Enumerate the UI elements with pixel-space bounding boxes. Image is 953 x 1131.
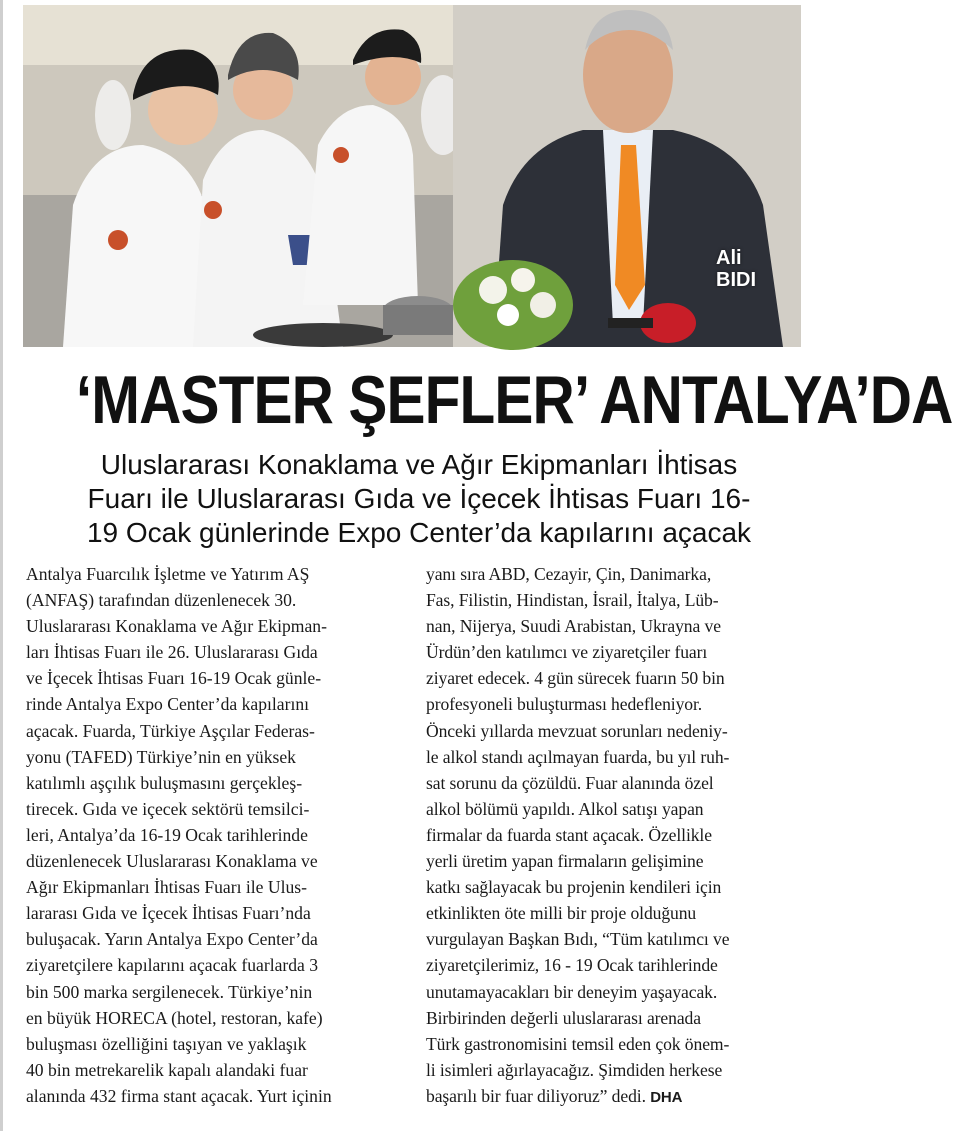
body-line: en büyük HORECA (hotel, restoran, kafe) — [26, 1007, 323, 1028]
agency-credit: DHA — [650, 1088, 683, 1106]
body-line: açacak. Fuarda, Türkiye Aşçılar Federas- — [26, 720, 315, 741]
body-line: lararası Gıda ve İçecek İhtisas Fuarı’nda — [26, 903, 311, 924]
body-line: unutamayacakları bir deneyim yaşayacak. — [426, 981, 718, 1002]
photo-caption — [716, 247, 756, 291]
body-line: yanı sıra ABD, Cezayir, Çin, Danimarka, — [426, 564, 712, 584]
body-line: katılımlı aşçılık buluşmasını gerçekleş- — [26, 772, 303, 793]
article-column-right — [426, 561, 806, 1111]
page-edge-rule — [0, 0, 3, 1131]
body-line: Türk gastronomisini temsil eden çok önem- — [426, 1033, 730, 1054]
body-line: yonu (TAFED) Türkiye’nin en yüksek — [26, 746, 296, 767]
body-line: firmalar da fuarda stant açacak. Özellikle — [426, 824, 712, 845]
body-line: ve İçecek İhtisas Fuarı 16-19 Ocak günle- — [26, 668, 322, 689]
body-line: Ağır Ekipmanları İhtisas Fuarı ile Ulus- — [26, 877, 307, 898]
body-line: Fas, Filistin, Hindistan, İsrail, İtalya, Lüb- — [426, 590, 719, 611]
subhead-line: Fuarı ile Uluslararası Gıda ve İçecek İhtisas Fuarı 16- — [87, 483, 751, 514]
body-line: başarılı bir fuar diliyoruz” dedi. — [426, 1085, 646, 1106]
body-line: profesyoneli buluşturması hedefleniyor. — [426, 694, 703, 715]
body-line: Antalya Fuarcılık İşletme ve Yatırım AŞ — [26, 564, 310, 584]
body-line-final — [426, 1083, 806, 1111]
body-line: ziyaretçilerimiz, 16 - 19 Ocak tarihlerinde — [426, 955, 718, 976]
body-line: katkı sağlayacak bu projenin kendileri için — [426, 877, 722, 898]
article-column-left — [26, 561, 406, 1109]
body-line: alanında 432 firma stant açacak. Yurt içinin — [26, 1085, 332, 1106]
subhead-line: 19 Ocak günlerinde Expo Center’da kapılarını açacak — [86, 517, 752, 548]
body-line: buluşacak. Yarın Antalya Expo Center’da — [26, 929, 318, 950]
photo-illustration — [23, 5, 801, 347]
body-line: ziyaretçilere kapılarını açacak fuarlarda 3 — [26, 955, 319, 976]
body-line: li isimleri ağırlayacağız. Şimdiden herkese — [426, 1059, 723, 1080]
body-line: bin 500 marka sergilenecek. Türkiye’nin — [26, 981, 313, 1002]
body-line: ziyaret edecek. 4 gün sürecek fuarın 50 bin — [426, 668, 725, 689]
body-line: alkol bölümü yapıldı. Alkol satışı yapan — [426, 798, 704, 819]
body-line: nan, Nijerya, Suudi Arabistan, Ukrayna ve — [426, 616, 721, 637]
body-line: tirecek. Gıda ve içecek sektörü temsilci- — [26, 798, 310, 819]
subheadline — [20, 448, 818, 550]
body-line: leri, Antalya’da 16-19 Ocak tarihlerinde — [26, 824, 308, 845]
body-line: 40 bin metrekarelik kapalı alandaki fuar — [26, 1059, 308, 1080]
body-line: sat sorunu da çözüldü. Fuar alanında özel — [426, 772, 714, 793]
subhead-line: Uluslararası Konaklama ve Ağır Ekipmanları İhtisas — [100, 449, 738, 480]
caption-last-name: BIDI — [716, 269, 756, 291]
caption-first-name: Ali — [716, 247, 742, 269]
body-line: le alkol standı açılmayan fuarda, bu yıl ruh- — [426, 746, 730, 767]
news-photo — [23, 5, 801, 347]
body-line: rinde Antalya Expo Center’da kapılarını — [26, 694, 310, 715]
headline: ‘MASTER ŞEFLER’ ANTALYA’DA — [75, 362, 953, 438]
flowers — [453, 260, 573, 350]
body-line: ları İhtisas Fuarı ile 26. Uluslararası Gıda — [26, 642, 318, 663]
body-line: (ANFAŞ) tarafından düzenlenecek 30. — [26, 590, 297, 611]
body-line: Birbirinden değerli uluslararası arenada — [426, 1007, 701, 1028]
body-line: vurgulayan Başkan Bıdı, “Tüm katılımcı ve — [426, 929, 730, 950]
body-line: Uluslararası Konaklama ve Ağır Ekipman- — [26, 616, 327, 637]
body-line: yerli üretim yapan firmaların gelişimine — [426, 851, 704, 872]
body-line: Önceki yıllarda mevzuat sorunları nedeniy- — [426, 720, 728, 741]
body-line: düzenlenecek Uluslararası Konaklama ve — [26, 851, 318, 872]
body-line: Ürdün’den katılımcı ve ziyaretçiler fuarı — [426, 642, 708, 663]
body-line: etkinlikten öte milli bir proje olduğunu — [426, 903, 697, 924]
body-line: buluşması özelliğini taşıyan ve yaklaşık — [26, 1033, 307, 1054]
